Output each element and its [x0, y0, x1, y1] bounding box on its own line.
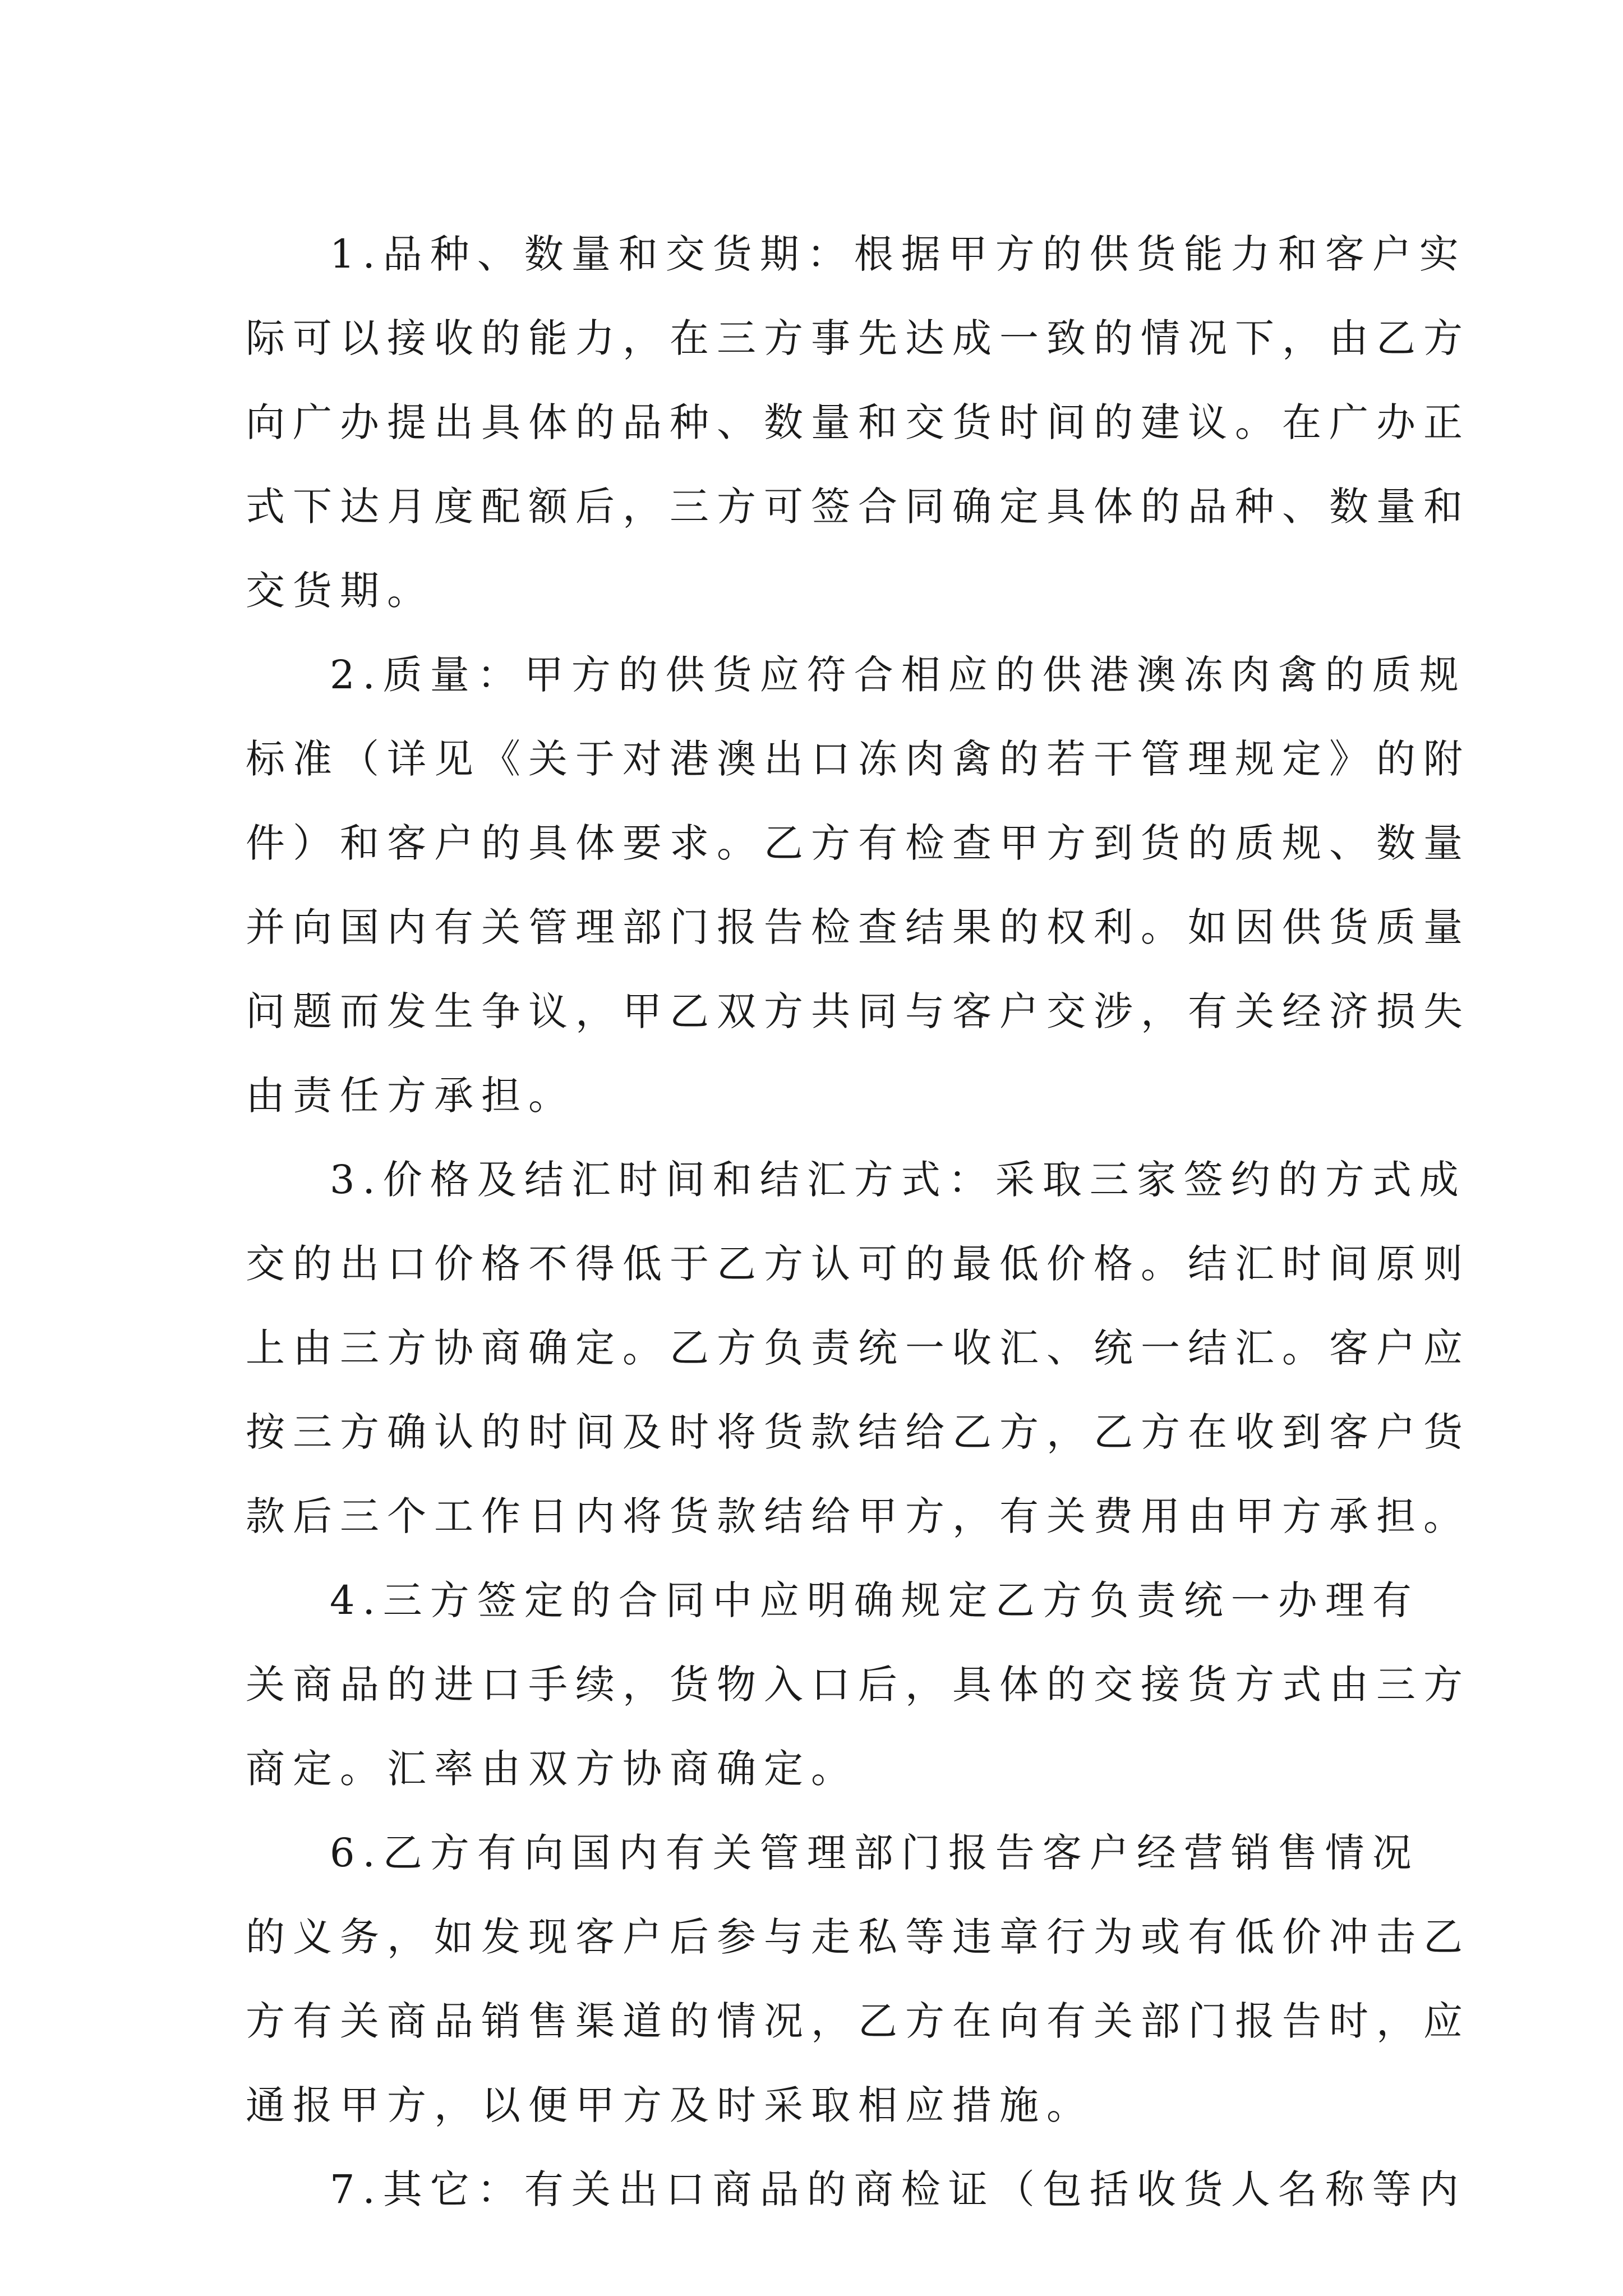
paragraph-import-procedures — [246, 1558, 1470, 1811]
paragraph-line: 6.乙方有向国内有关管理部门报告客户经营销售情况 — [330, 1830, 1419, 1876]
paragraph-line: 交货期。 — [246, 568, 434, 614]
paragraph-variety-quantity-delivery — [246, 212, 1470, 633]
paragraph-line: 1.品种、数量和交货期：根据甲方的供货能力和客户实 — [330, 231, 1467, 277]
paragraph-line: 的义务，如发现客户后参与走私等违章行为或有低价冲击乙 — [246, 1914, 1470, 1960]
document-page — [246, 212, 1470, 2231]
paragraph-line: 7.其它：有关出口商品的商检证（包括收货人名称等内 — [330, 2166, 1467, 2212]
paragraph-line: 由责任方承担。 — [246, 1073, 575, 1119]
paragraph-line: 商定。汇率由双方协商确定。 — [246, 1746, 858, 1792]
paragraph-line: 2.质量：甲方的供货应符合相应的供港澳冻肉禽的质规 — [330, 652, 1467, 698]
paragraph-line: 通报甲方，以便甲方及时采取相应措施。 — [246, 2082, 1094, 2128]
paragraph-line: 上由三方协商确定。乙方负责统一收汇、统一结汇。客户应 — [246, 1325, 1470, 1371]
paragraph-reporting-obligation — [246, 1811, 1470, 2147]
paragraph-line: 标准（详见《关于对港澳出口冻肉禽的若干管理规定》的附 — [246, 736, 1470, 782]
paragraph-line: 并向国内有关管理部门报告检查结果的权利。如因供货质量 — [246, 904, 1470, 950]
paragraph-line: 款后三个工作日内将货款结给甲方，有关费用由甲方承担。 — [246, 1493, 1470, 1539]
paragraph-line: 件）和客户的具体要求。乙方有检查甲方到货的质规、数量 — [246, 820, 1470, 866]
paragraph-line: 4.三方签定的合同中应明确规定乙方负责统一办理有 — [330, 1577, 1419, 1623]
paragraph-quality — [246, 633, 1470, 1138]
paragraph-line: 际可以接收的能力，在三方事先达成一致的情况下，由乙方 — [246, 315, 1470, 361]
paragraph-line: 按三方确认的时间及时将货款结给乙方，乙方在收到客户货 — [246, 1409, 1470, 1455]
paragraph-price-settlement — [246, 1138, 1470, 1558]
paragraph-line: 式下达月度配额后，三方可签合同确定具体的品种、数量和 — [246, 484, 1470, 530]
paragraph-line: 问题而发生争议，甲乙双方共同与客户交涉，有关经济损失 — [246, 988, 1470, 1034]
paragraph-line: 关商品的进口手续，货物入口后，具体的交接货方式由三方 — [246, 1662, 1470, 1708]
paragraph-line: 向广办提出具体的品种、数量和交货时间的建议。在广办正 — [246, 399, 1470, 445]
paragraph-line: 3.价格及结汇时间和结汇方式：采取三家签约的方式成 — [330, 1157, 1467, 1203]
paragraph-other — [246, 2147, 1467, 2231]
paragraph-line: 交的出口价格不得低于乙方认可的最低价格。结汇时间原则 — [246, 1241, 1470, 1287]
paragraph-line: 方有关商品销售渠道的情况，乙方在向有关部门报告时，应 — [246, 1998, 1470, 2044]
